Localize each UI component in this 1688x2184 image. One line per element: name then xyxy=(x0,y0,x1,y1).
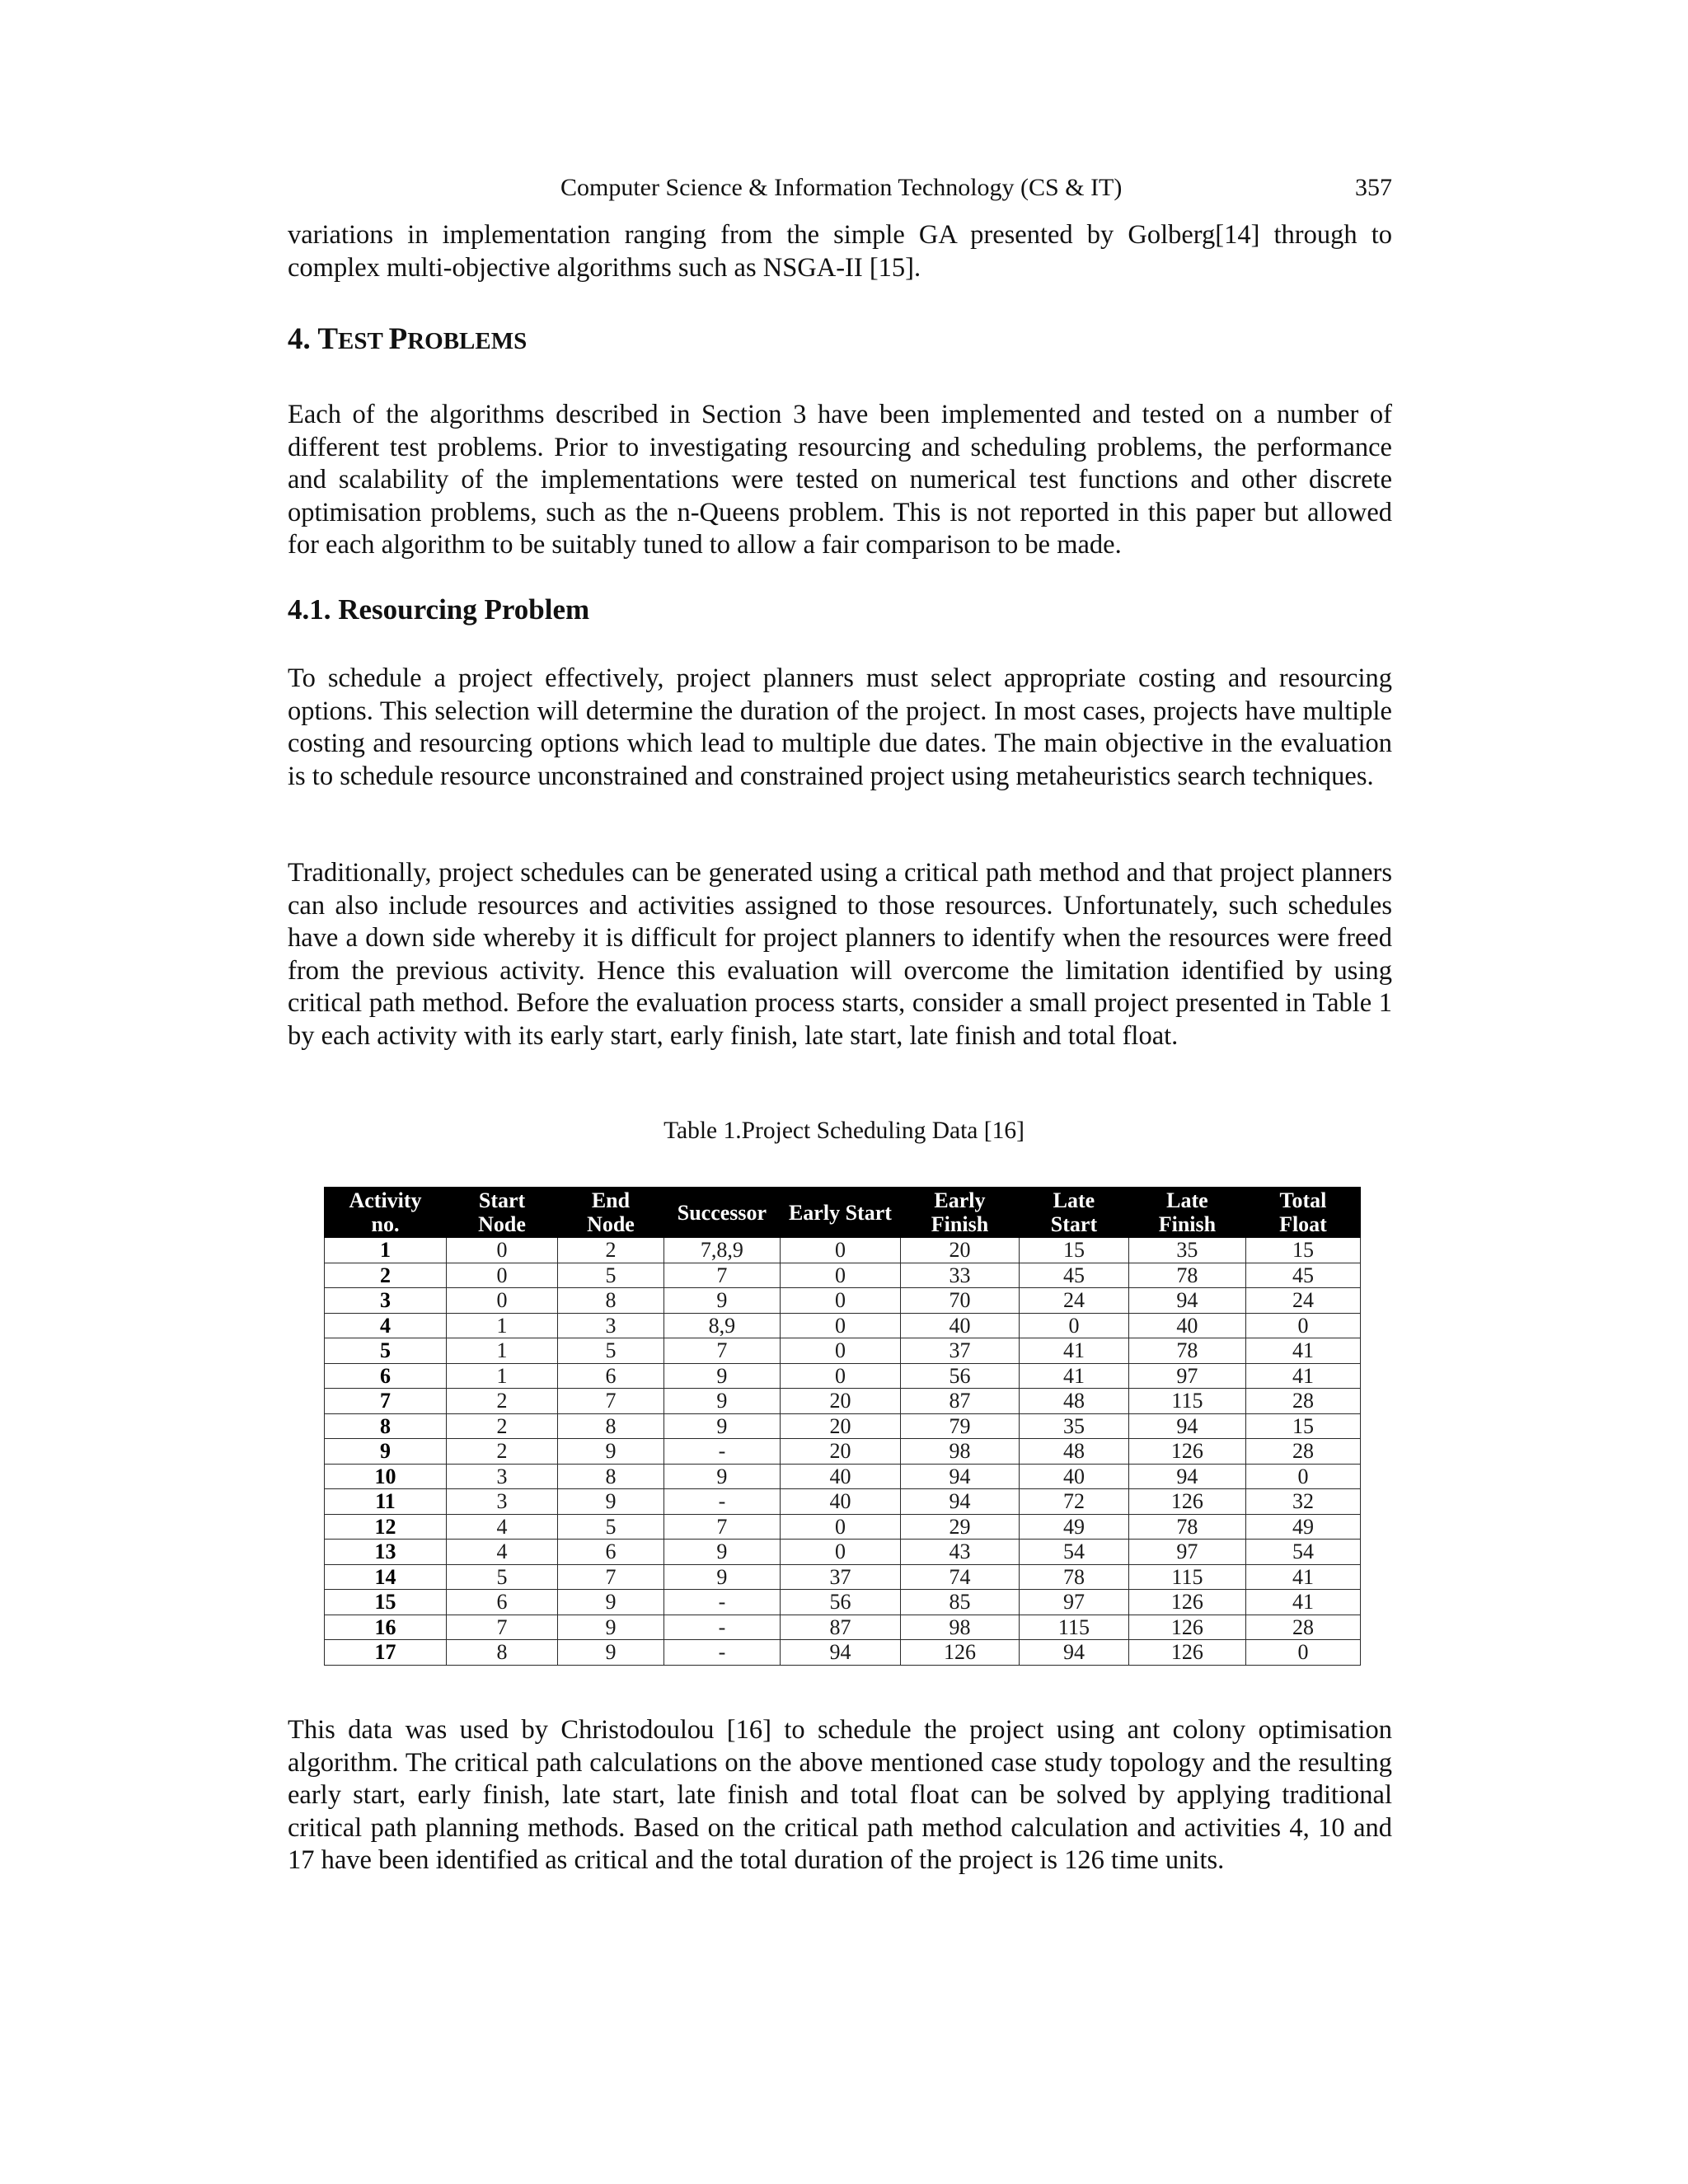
table-cell: 0 xyxy=(780,1363,900,1389)
table-header-line-2: Node xyxy=(587,1212,635,1236)
activity-number-cell: 7 xyxy=(325,1389,447,1414)
table-cell: 8 xyxy=(558,1464,664,1489)
table-cell: 2 xyxy=(558,1238,664,1263)
table-cell: 40 xyxy=(1128,1313,1245,1338)
table-header-line-1: Successor xyxy=(677,1200,767,1225)
table-header-line-1: End xyxy=(591,1188,631,1212)
table-cell: 78 xyxy=(1128,1514,1245,1540)
table-cell: 85 xyxy=(900,1590,1019,1615)
table-cell: 97 xyxy=(1128,1363,1245,1389)
table-cell: 1 xyxy=(447,1313,558,1338)
table-cell: - xyxy=(663,1439,780,1465)
table-row xyxy=(325,1615,1361,1640)
table-cell: 0 xyxy=(1019,1313,1128,1338)
table-header-line-2: no. xyxy=(371,1212,400,1236)
page-number: 357 xyxy=(1355,174,1392,201)
table-cell: 7 xyxy=(558,1564,664,1590)
table-cell: 0 xyxy=(780,1263,900,1288)
activity-number-cell: 11 xyxy=(325,1489,447,1515)
table-row xyxy=(325,1439,1361,1465)
table-cell: 5 xyxy=(558,1338,664,1364)
table-header-line-2: Finish xyxy=(931,1212,989,1236)
table-cell: 32 xyxy=(1245,1489,1360,1515)
table-cell: 40 xyxy=(780,1489,900,1515)
table-row xyxy=(325,1590,1361,1615)
table-cell: 97 xyxy=(1128,1540,1245,1565)
table-cell: 43 xyxy=(900,1540,1019,1565)
table-cell: - xyxy=(663,1615,780,1640)
table-cell: 94 xyxy=(780,1640,900,1666)
table-cell: 54 xyxy=(1245,1540,1360,1565)
table-cell: 0 xyxy=(780,1514,900,1540)
table-cell: 94 xyxy=(1128,1413,1245,1439)
table-header-line-1: Late xyxy=(1166,1188,1208,1212)
activity-number-cell: 14 xyxy=(325,1564,447,1590)
table-cell: 24 xyxy=(1245,1288,1360,1314)
table-cell: 6 xyxy=(447,1590,558,1615)
table-cell: 8 xyxy=(558,1288,664,1314)
table-row xyxy=(325,1363,1361,1389)
table-cell: 9 xyxy=(558,1439,664,1465)
table-cell: 5 xyxy=(558,1263,664,1288)
table-cell: 94 xyxy=(1019,1640,1128,1666)
table-cell: 1 xyxy=(447,1363,558,1389)
table-cell: 49 xyxy=(1019,1514,1128,1540)
table-cell: 5 xyxy=(447,1564,558,1590)
table-cell: 0 xyxy=(780,1288,900,1314)
table-header-line-1: Activity xyxy=(349,1188,422,1212)
table-cell: 3 xyxy=(558,1313,664,1338)
table-cell: 9 xyxy=(663,1540,780,1565)
activity-number-cell: 5 xyxy=(325,1338,447,1364)
table-cell: 45 xyxy=(1019,1263,1128,1288)
table-row xyxy=(325,1313,1361,1338)
activity-number-cell: 17 xyxy=(325,1640,447,1666)
table-cell: 41 xyxy=(1245,1590,1360,1615)
table-1-caption: Table 1.Project Scheduling Data [16] xyxy=(663,1118,1025,1144)
table-cell: 2 xyxy=(447,1413,558,1439)
table-cell: 45 xyxy=(1245,1263,1360,1288)
table-cell: 0 xyxy=(447,1263,558,1288)
table-header-line-2: Start xyxy=(1050,1212,1098,1236)
table-header-row xyxy=(325,1188,1361,1238)
table-cell: 20 xyxy=(780,1439,900,1465)
table-cell: 20 xyxy=(900,1238,1019,1263)
table-cell: 0 xyxy=(1245,1313,1360,1338)
table-cell: 9 xyxy=(663,1288,780,1314)
table-cell: 5 xyxy=(558,1514,664,1540)
activity-number-cell: 6 xyxy=(325,1363,447,1389)
table-cell: 94 xyxy=(900,1464,1019,1489)
table-header-cell xyxy=(1128,1188,1245,1238)
table-cell: 8 xyxy=(447,1640,558,1666)
table-row xyxy=(325,1263,1361,1288)
table-cell: 9 xyxy=(663,1389,780,1414)
table-cell: 9 xyxy=(558,1489,664,1515)
table-cell: 7 xyxy=(447,1615,558,1640)
activity-number-cell: 12 xyxy=(325,1514,447,1540)
table-row xyxy=(325,1338,1361,1364)
table-row xyxy=(325,1514,1361,1540)
table-cell: 48 xyxy=(1019,1439,1128,1465)
table-header-cell xyxy=(1245,1188,1360,1238)
table-cell: - xyxy=(663,1640,780,1666)
table-cell: 0 xyxy=(780,1313,900,1338)
table-cell: 28 xyxy=(1245,1389,1360,1414)
table-header-line-2: Node xyxy=(478,1212,526,1236)
table-header-cell xyxy=(1019,1188,1128,1238)
table-cell: 49 xyxy=(1245,1514,1360,1540)
table-cell: 94 xyxy=(1128,1464,1245,1489)
table-row xyxy=(325,1640,1361,1666)
table-cell: 115 xyxy=(1019,1615,1128,1640)
table-row xyxy=(325,1540,1361,1565)
table-cell: 40 xyxy=(1019,1464,1128,1489)
table-cell: 54 xyxy=(1019,1540,1128,1565)
table-cell: 9 xyxy=(558,1615,664,1640)
table-cell: 72 xyxy=(1019,1489,1128,1515)
table-cell: 8 xyxy=(558,1413,664,1439)
table-row xyxy=(325,1288,1361,1314)
table-cell: 78 xyxy=(1128,1338,1245,1364)
activity-number-cell: 1 xyxy=(325,1238,447,1263)
table-cell: 40 xyxy=(780,1464,900,1489)
table-row xyxy=(325,1489,1361,1515)
table-cell: 41 xyxy=(1019,1363,1128,1389)
running-header-title: Computer Science & Information Technology (CS & IT) xyxy=(560,174,1123,201)
table-1-container xyxy=(324,1187,1361,1666)
table-row xyxy=(325,1564,1361,1590)
table-cell: 126 xyxy=(1128,1439,1245,1465)
table-cell: 98 xyxy=(900,1615,1019,1640)
table-row xyxy=(325,1389,1361,1414)
activity-number-cell: 10 xyxy=(325,1464,447,1489)
table-cell: 41 xyxy=(1245,1338,1360,1364)
table-cell: 29 xyxy=(900,1514,1019,1540)
table-row xyxy=(325,1464,1361,1489)
table-cell: 7,8,9 xyxy=(663,1238,780,1263)
intro-continuation-paragraph: variations in implementation ranging from the simple GA presented by Golberg[14] through to complex multi-objective algorithms such as NSGA-II [15]. xyxy=(288,220,1392,283)
table-header-cell xyxy=(447,1188,558,1238)
activity-number-cell: 4 xyxy=(325,1313,447,1338)
table-cell: 28 xyxy=(1245,1615,1360,1640)
table-cell: 7 xyxy=(558,1389,664,1414)
table-body xyxy=(325,1238,1361,1666)
table-cell: 56 xyxy=(900,1363,1019,1389)
table-header-cell xyxy=(558,1188,664,1238)
table-cell: 3 xyxy=(447,1464,558,1489)
table-cell: 87 xyxy=(780,1615,900,1640)
table-cell: 115 xyxy=(1128,1389,1245,1414)
table-cell: 0 xyxy=(1245,1640,1360,1666)
table-cell: 94 xyxy=(1128,1288,1245,1314)
table-cell: 126 xyxy=(1128,1489,1245,1515)
table-cell: 2 xyxy=(447,1439,558,1465)
table-cell: 35 xyxy=(1128,1238,1245,1263)
activity-number-cell: 13 xyxy=(325,1540,447,1565)
table-cell: 48 xyxy=(1019,1389,1128,1414)
table-cell: 9 xyxy=(663,1564,780,1590)
table-cell: 24 xyxy=(1019,1288,1128,1314)
table-cell: 0 xyxy=(780,1540,900,1565)
table-cell: 126 xyxy=(1128,1590,1245,1615)
table-header-line-1: Start xyxy=(478,1188,526,1212)
activity-number-cell: 15 xyxy=(325,1590,447,1615)
table-cell: 9 xyxy=(663,1363,780,1389)
table-cell: 56 xyxy=(780,1590,900,1615)
table-cell: 94 xyxy=(900,1489,1019,1515)
table-cell: 126 xyxy=(1128,1640,1245,1666)
activity-number-cell: 3 xyxy=(325,1288,447,1314)
table-cell: 70 xyxy=(900,1288,1019,1314)
table-cell: 41 xyxy=(1245,1363,1360,1389)
table-cell: 8,9 xyxy=(663,1313,780,1338)
table-cell: 20 xyxy=(780,1413,900,1439)
table-header-line-1: Total xyxy=(1279,1188,1327,1212)
table-cell: 1 xyxy=(447,1338,558,1364)
table-cell: 0 xyxy=(780,1338,900,1364)
table-cell: 4 xyxy=(447,1540,558,1565)
table-cell: 7 xyxy=(663,1338,780,1364)
table-header-line-2: Finish xyxy=(1158,1212,1217,1236)
table-cell: 4 xyxy=(447,1514,558,1540)
table-cell: 41 xyxy=(1019,1338,1128,1364)
table-header-cell xyxy=(780,1188,900,1238)
table-cell: 9 xyxy=(558,1590,664,1615)
table-cell: 9 xyxy=(663,1413,780,1439)
table-cell: 9 xyxy=(663,1464,780,1489)
section-4-1-paragraph-2: Traditionally, project schedules can be generated using a critical path method and that project planners can also include resources and activities assigned to those resources. Unfortunately, such schedules have a down side whereby it is difficult for project planners to identify when the resources were freed from the previous activity. Hence this evaluation will overcome the limitation identified by using critical path method. Before the evaluation process starts, consider a small project presented in Table 1 by each activity with its early start, early finish, late start, late finish and total float. xyxy=(288,858,1392,1051)
table-cell: 3 xyxy=(447,1489,558,1515)
table-cell: 40 xyxy=(900,1313,1019,1338)
table-cell: 0 xyxy=(447,1238,558,1263)
table-cell: 6 xyxy=(558,1363,664,1389)
table-cell: 6 xyxy=(558,1540,664,1565)
section-4-paragraph: Each of the algorithms described in Section 3 have been implemented and tested on a number of different test problems. Prior to investigating resourcing and scheduling problems, the performance and scalability of the implementations were tested on numerical test functions and other discrete optimisation problems, such as the n-Queens problem. This is not reported in this paper but allowed for each algorithm to be suitably tuned to allow a fair comparison to be made. xyxy=(288,400,1392,560)
table-cell: 126 xyxy=(1128,1615,1245,1640)
table-cell: 98 xyxy=(900,1439,1019,1465)
table-cell: 7 xyxy=(663,1263,780,1288)
table-header-line-1: Late xyxy=(1053,1188,1095,1212)
table-header-line-1: Early xyxy=(934,1188,986,1212)
table-cell: 97 xyxy=(1019,1590,1128,1615)
activity-number-cell: 16 xyxy=(325,1615,447,1640)
table-cell: 7 xyxy=(663,1514,780,1540)
table-cell: 115 xyxy=(1128,1564,1245,1590)
table-cell: 20 xyxy=(780,1389,900,1414)
section-4-number: 4. xyxy=(288,322,318,356)
table-cell: - xyxy=(663,1590,780,1615)
table-cell: 0 xyxy=(780,1238,900,1263)
table-cell: 79 xyxy=(900,1413,1019,1439)
activity-number-cell: 9 xyxy=(325,1439,447,1465)
table-header-cell xyxy=(325,1188,447,1238)
table-row xyxy=(325,1413,1361,1439)
table-cell: 126 xyxy=(900,1640,1019,1666)
table-cell: 74 xyxy=(900,1564,1019,1590)
table-cell: 28 xyxy=(1245,1439,1360,1465)
table-cell: 33 xyxy=(900,1263,1019,1288)
table-cell: - xyxy=(663,1489,780,1515)
table-cell: 41 xyxy=(1245,1564,1360,1590)
closing-paragraph: This data was used by Christodoulou [16] to schedule the project using ant colony optimisation algorithm. The critical path calculations on the above mentioned case study topology and the resulting early start, early finish, late start, late finish and total float can be solved by applying traditional critical path planning methods. Based on the critical path method calculation and activities 4, 10 and 17 have been identified as critical and the total duration of the project is 126 time units. xyxy=(288,1715,1392,1876)
section-4-1-paragraph-1: To schedule a project effectively, project planners must select appropriate costing and resourcing options. This selection will determine the duration of the project. In most cases, projects have multiple costing and resourcing options which lead to multiple due dates. The main objective in the evaluation is to schedule resource unconstrained and constrained project using metaheuristics search techniques. xyxy=(288,663,1392,791)
table-header-cell xyxy=(663,1188,780,1238)
table-cell: 78 xyxy=(1019,1564,1128,1590)
table-cell: 0 xyxy=(447,1288,558,1314)
table-cell: 15 xyxy=(1245,1413,1360,1439)
table-cell: 9 xyxy=(558,1640,664,1666)
table-header-line-1: Early Start xyxy=(788,1200,892,1225)
section-4-heading: 4. TEST PROBLEMS xyxy=(288,322,528,356)
activity-number-cell: 8 xyxy=(325,1413,447,1439)
table-cell: 37 xyxy=(780,1564,900,1590)
table-row xyxy=(325,1238,1361,1263)
table-cell: 37 xyxy=(900,1338,1019,1364)
section-4-1-heading: 4.1. Resourcing Problem xyxy=(288,593,590,626)
table-cell: 87 xyxy=(900,1389,1019,1414)
project-scheduling-table xyxy=(324,1187,1361,1666)
table-cell: 0 xyxy=(1245,1464,1360,1489)
activity-number-cell: 2 xyxy=(325,1263,447,1288)
table-cell: 15 xyxy=(1019,1238,1128,1263)
table-cell: 78 xyxy=(1128,1263,1245,1288)
table-cell: 15 xyxy=(1245,1238,1360,1263)
table-header-cell xyxy=(900,1188,1019,1238)
table-cell: 35 xyxy=(1019,1413,1128,1439)
table-header-line-2: Float xyxy=(1279,1212,1327,1236)
table-cell: 2 xyxy=(447,1389,558,1414)
